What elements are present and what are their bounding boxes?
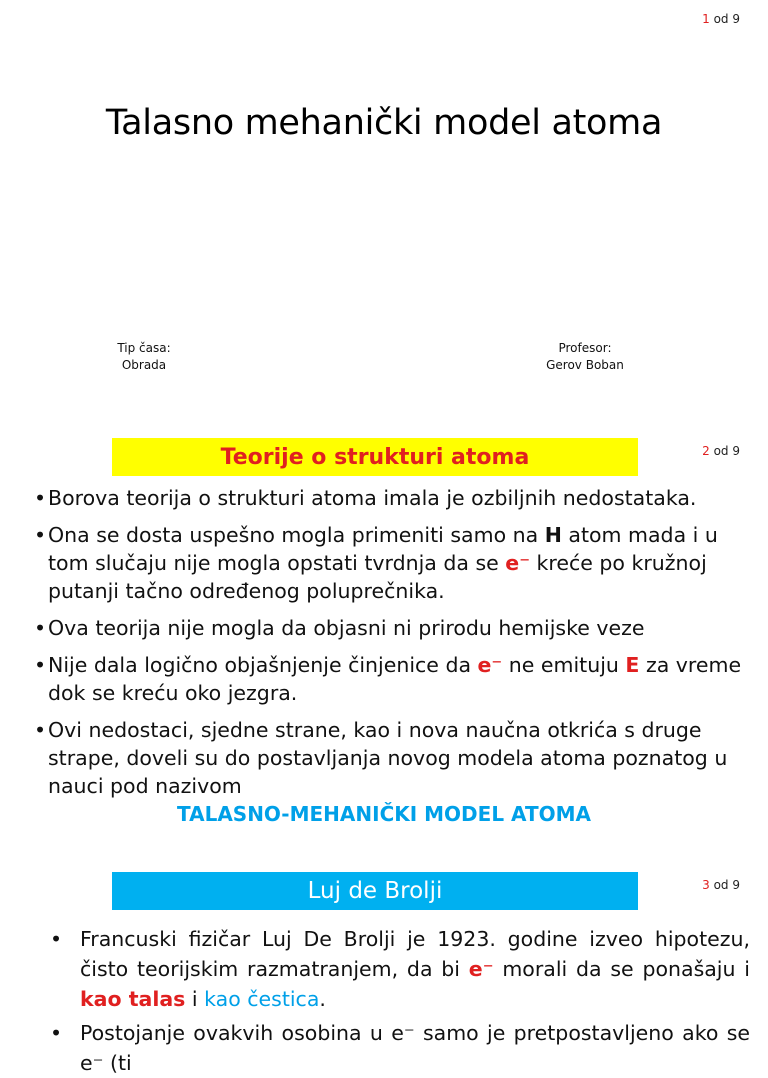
section-heading-theories: Teorije o strukturi atoma — [112, 438, 638, 476]
de-broglie-bullet-list — [50, 924, 750, 1078]
list-item: • Francuski fizičar Luj De Brolji je 1923. godine izveo hipotezu, čisto teorijskim razmatranjem, da bi e⁻ morali da se ponašaju i kao talas i kao čestica. — [50, 927, 750, 1011]
professor-label: Profesor: — [558, 341, 612, 355]
lesson-type-label: Tip časa: — [117, 341, 171, 355]
slide-title: Talasno mehanički model atoma — [105, 103, 663, 143]
lesson-type-value: Obrada — [121, 358, 167, 372]
list-item: • Ona se dosta uspešno mogla primeniti samo na H atom mada i u tom slučaju nije mogla opstati tvrdnja da se e⁻ kreće po kružnoj putanji tačno određenog poluprečnika. — [34, 523, 718, 603]
list-item: • Nije dala logično objašnjenje činjenice da e⁻ ne emituju E za vreme dok se kreću oko jezgra. — [34, 653, 742, 705]
list-item: • Ovi nedostaci, sjedne strane, kao i nova naučna otkrića s druge strape, doveli su do postavljanja novog modela atoma poznatog u nauci pod nazivom — [34, 718, 728, 798]
page-number-3: 3 od 9 — [702, 878, 740, 892]
theories-bullet-list — [26, 484, 746, 809]
section-heading-de-broglie: Luj de Brolji — [112, 872, 638, 910]
page-number-1: 1 od 9 — [702, 12, 740, 26]
list-item: • Postojanje ovakvih osobina u e⁻ samo je pretpostavljeno ako se e⁻ (ti — [50, 1021, 750, 1075]
list-item: • Ova teorija nije mogla da objasni ni prirodu hemijske veze — [34, 616, 645, 640]
professor-name: Gerov Boban — [546, 358, 624, 372]
lesson-type — [96, 340, 192, 374]
model-name-highlight: TALASNO-MEHANIČKI MODEL ATOMA — [177, 802, 591, 826]
list-item: • Borova teorija o strukturi atoma imala je ozbiljnih nedostataka. — [34, 486, 697, 510]
professor — [530, 340, 640, 374]
page-number-2: 2 od 9 — [702, 444, 740, 458]
